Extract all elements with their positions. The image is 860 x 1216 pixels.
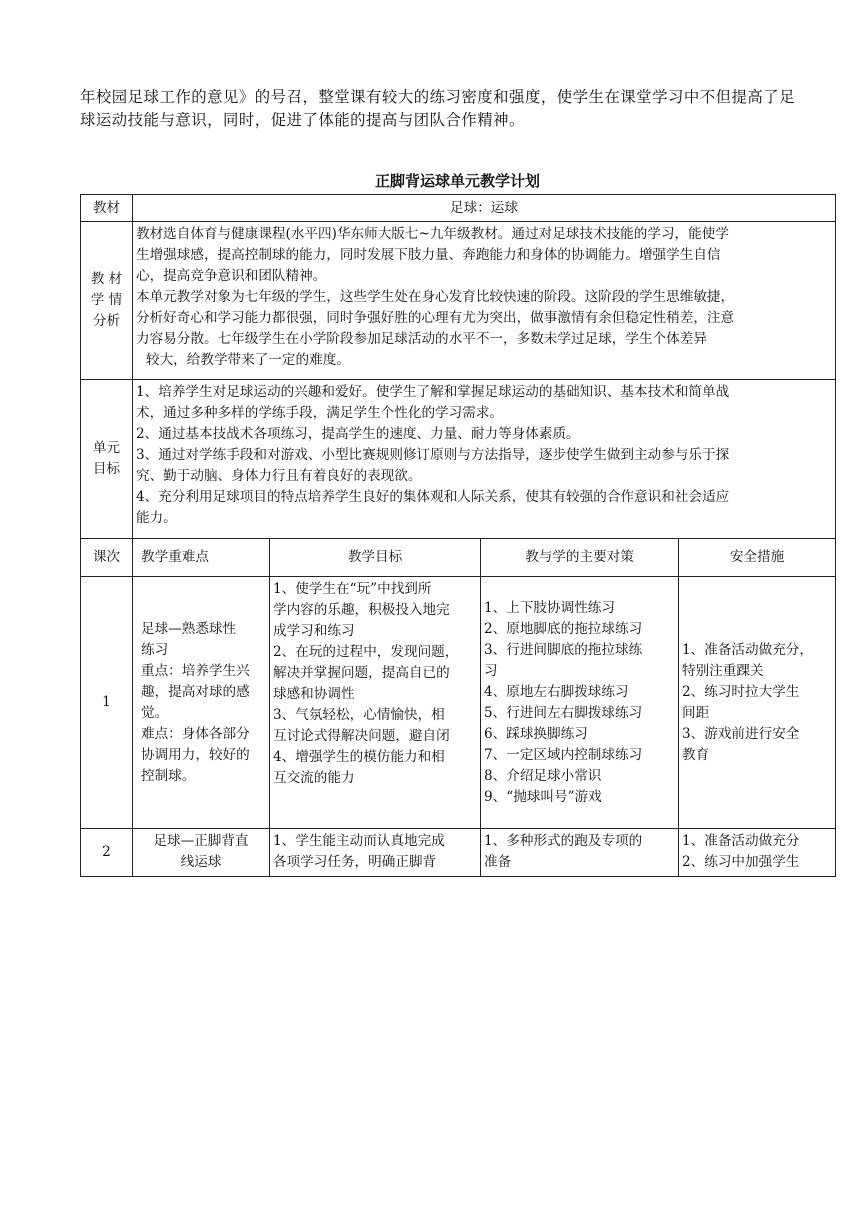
header-objectives: 教学目标 — [270, 539, 481, 577]
plan-title: 正脚背运球单元教学计划 — [374, 172, 540, 190]
lesson-key-points — [133, 577, 270, 829]
goal-line: 术，通过多种多样的学练手段，满足学生个性化的学习需求。 — [136, 405, 504, 421]
safety-line: 间距 — [682, 704, 710, 721]
objective-line: 1、学生能主动而认真地完成 — [273, 833, 445, 849]
header-strategies: 教与学的主要对策 — [481, 539, 679, 577]
strategy-line: 准备 — [484, 854, 512, 870]
goal-line: 究、勤于动脑、身体力行且有着良好的表现欲。 — [136, 468, 422, 484]
analysis-text — [133, 222, 836, 380]
objective-line: 3、气氛轻松，心情愉快，相 — [273, 707, 445, 723]
lesson-number: 1 — [81, 577, 133, 829]
strategy-line: 1、多种形式的跑及专项的 — [484, 833, 643, 849]
lesson-row — [81, 577, 836, 829]
objective-line: 球感和协调性 — [273, 686, 355, 702]
key-point-line: 线运球 — [180, 854, 222, 870]
analysis-line: 较大，给教学带来了一定的难度。 — [146, 352, 350, 368]
strategy-line: 3、行进间脚底的拖拉球练 — [484, 641, 643, 658]
lessons-header-row — [81, 539, 836, 577]
safety-line: 特别注重踝关 — [682, 662, 764, 679]
intro-line: 球运动技能与意识，同时，促进了体能的提高与团队合作精神。 — [80, 111, 525, 129]
key-point-line: 重点：培养学生兴 — [141, 662, 250, 679]
goals-text — [133, 380, 836, 539]
objective-line: 学内容的乐趣，积极投入地完 — [273, 602, 450, 618]
key-point-line: 控制球。 — [141, 767, 196, 784]
analysis-row — [81, 222, 836, 380]
objective-line: 2、在玩的过程中，发现问题， — [273, 644, 459, 660]
header-safety: 安全措施 — [679, 539, 836, 577]
safety-line: 2、练习中加强学生 — [682, 854, 800, 870]
key-point-line: 练习 — [141, 641, 169, 658]
key-point-line: 协调用力，较好的 — [141, 746, 250, 763]
analysis-line: 分析好奇心和学习能力都很强，同时争强好胜的心理有尤为突出，做事激情有余但稳定性稍差，注意 — [136, 310, 735, 326]
goal-line: 2、通过基本技战术各项练习，提高学生的速度、力量、耐力等身体素质。 — [136, 426, 580, 442]
lesson-objectives — [270, 577, 481, 829]
goal-line: 能力。 — [136, 510, 177, 526]
safety-line: 3、游戏前进行安全 — [682, 725, 800, 742]
analysis-line: 心，提高竞争意识和团队精神。 — [136, 268, 327, 284]
objective-line: 互讨论式得解决问题，避自闭 — [273, 728, 450, 744]
unit-plan-table — [80, 194, 836, 877]
objective-line: 互交流的能力 — [273, 770, 355, 786]
objective-line: 解决并掌握问题，提高自已的 — [273, 665, 450, 681]
goal-line: 1、培养学生对足球运动的兴趣和爱好。使学生了解和掌握足球运动的基础知识、基本技术和简单战 — [136, 384, 730, 400]
lesson-key-points — [133, 829, 270, 877]
key-point-line: 足球—正脚背直 — [153, 833, 249, 849]
strategy-line: 习 — [484, 662, 498, 679]
strategy-line: 5、行进间左右脚拨球练习 — [484, 704, 643, 721]
goals-label-line: 目标 — [92, 461, 121, 477]
objective-line: 各项学习任务，明确正脚背 — [273, 854, 437, 870]
intro-paragraph — [80, 86, 860, 132]
strategy-line: 4、原地左右脚拨球练习 — [484, 683, 629, 700]
strategy-line: 2、原地脚底的拖拉球练习 — [484, 620, 643, 637]
header-key-points: 教学重难点 — [133, 539, 270, 577]
analysis-label-line: 学 情 — [90, 292, 123, 308]
objective-line: 4、增强学生的模仿能力和相 — [273, 749, 445, 765]
textbook-value: 足球：运球 — [133, 195, 836, 222]
lesson-strategies — [481, 577, 679, 829]
strategy-line: 6、踩球换脚练习 — [484, 725, 588, 742]
analysis-label-line: 教 材 — [90, 271, 123, 287]
analysis-label — [81, 222, 133, 380]
lesson-objectives — [270, 829, 481, 877]
strategy-line: 9、“抛球叫号”游戏 — [484, 788, 602, 805]
key-point-line: 难点：身体各部分 — [141, 725, 250, 742]
intro-line: 年校园足球工作的意见》的号召，整堂课有较大的练习密度和强度，使学生在课堂学习中不但提高了足 — [80, 88, 796, 106]
goals-label-line: 单元 — [92, 440, 121, 456]
goal-line: 3、通过对学练手段和对游戏、小型比赛规则修订原则与方法指导，逐步使学生做到主动参与乐于探 — [136, 447, 730, 463]
goal-line: 4、充分利用足球项目的特点培养学生良好的集体观和人际关系，使其有较强的合作意识和社会适应 — [136, 489, 730, 505]
key-point-line: 觉。 — [141, 704, 169, 721]
analysis-line: 生增强球感，提高控制球的能力，同时发展下肢力量、奔跑能力和身体的协调能力。增强学生自信 — [136, 247, 721, 263]
strategy-line: 8、介绍足球小常识 — [484, 767, 602, 784]
strategy-line: 1、上下肢协调性练习 — [484, 599, 615, 616]
strategy-line: 7、一定区域内控制球练习 — [484, 746, 643, 763]
key-point-line: 足球—熟悉球性 — [141, 620, 237, 637]
lesson-strategies — [481, 829, 679, 877]
safety-line: 1、准备活动做充分 — [682, 833, 800, 849]
analysis-label-line: 分析 — [92, 313, 121, 329]
analysis-line: 本单元教学对象为七年级的学生，这些学生处在身心发育比较快速的阶段。这阶段的学生思维敏捷， — [136, 289, 735, 305]
key-point-line: 趣，提高对球的感 — [141, 683, 250, 700]
analysis-line: 力容易分散。七年级学生在小学阶段参加足球活动的水平不一，多数未学过足球，学生个体差异 — [136, 331, 707, 347]
textbook-row — [81, 195, 836, 222]
analysis-line: 教材选自体育与健康课程(水平四)华东师大版七~九年级教材。通过对足球技术技能的学习，能使学 — [136, 226, 729, 242]
goals-label — [81, 380, 133, 539]
header-lesson: 课次 — [81, 539, 133, 577]
objective-line: 1、使学生在“玩”中找到所 — [273, 581, 432, 597]
safety-line: 1、准备活动做充分， — [682, 641, 813, 658]
lesson-safety — [679, 577, 836, 829]
safety-line: 2、练习时拉大学生 — [682, 683, 800, 700]
lesson-row — [81, 829, 836, 877]
textbook-label: 教材 — [81, 195, 133, 222]
goals-row — [81, 380, 836, 539]
lesson-safety — [679, 829, 836, 877]
lesson-number: 2 — [81, 829, 133, 877]
objective-line: 成学习和练习 — [273, 623, 355, 639]
safety-line: 教育 — [682, 746, 710, 763]
